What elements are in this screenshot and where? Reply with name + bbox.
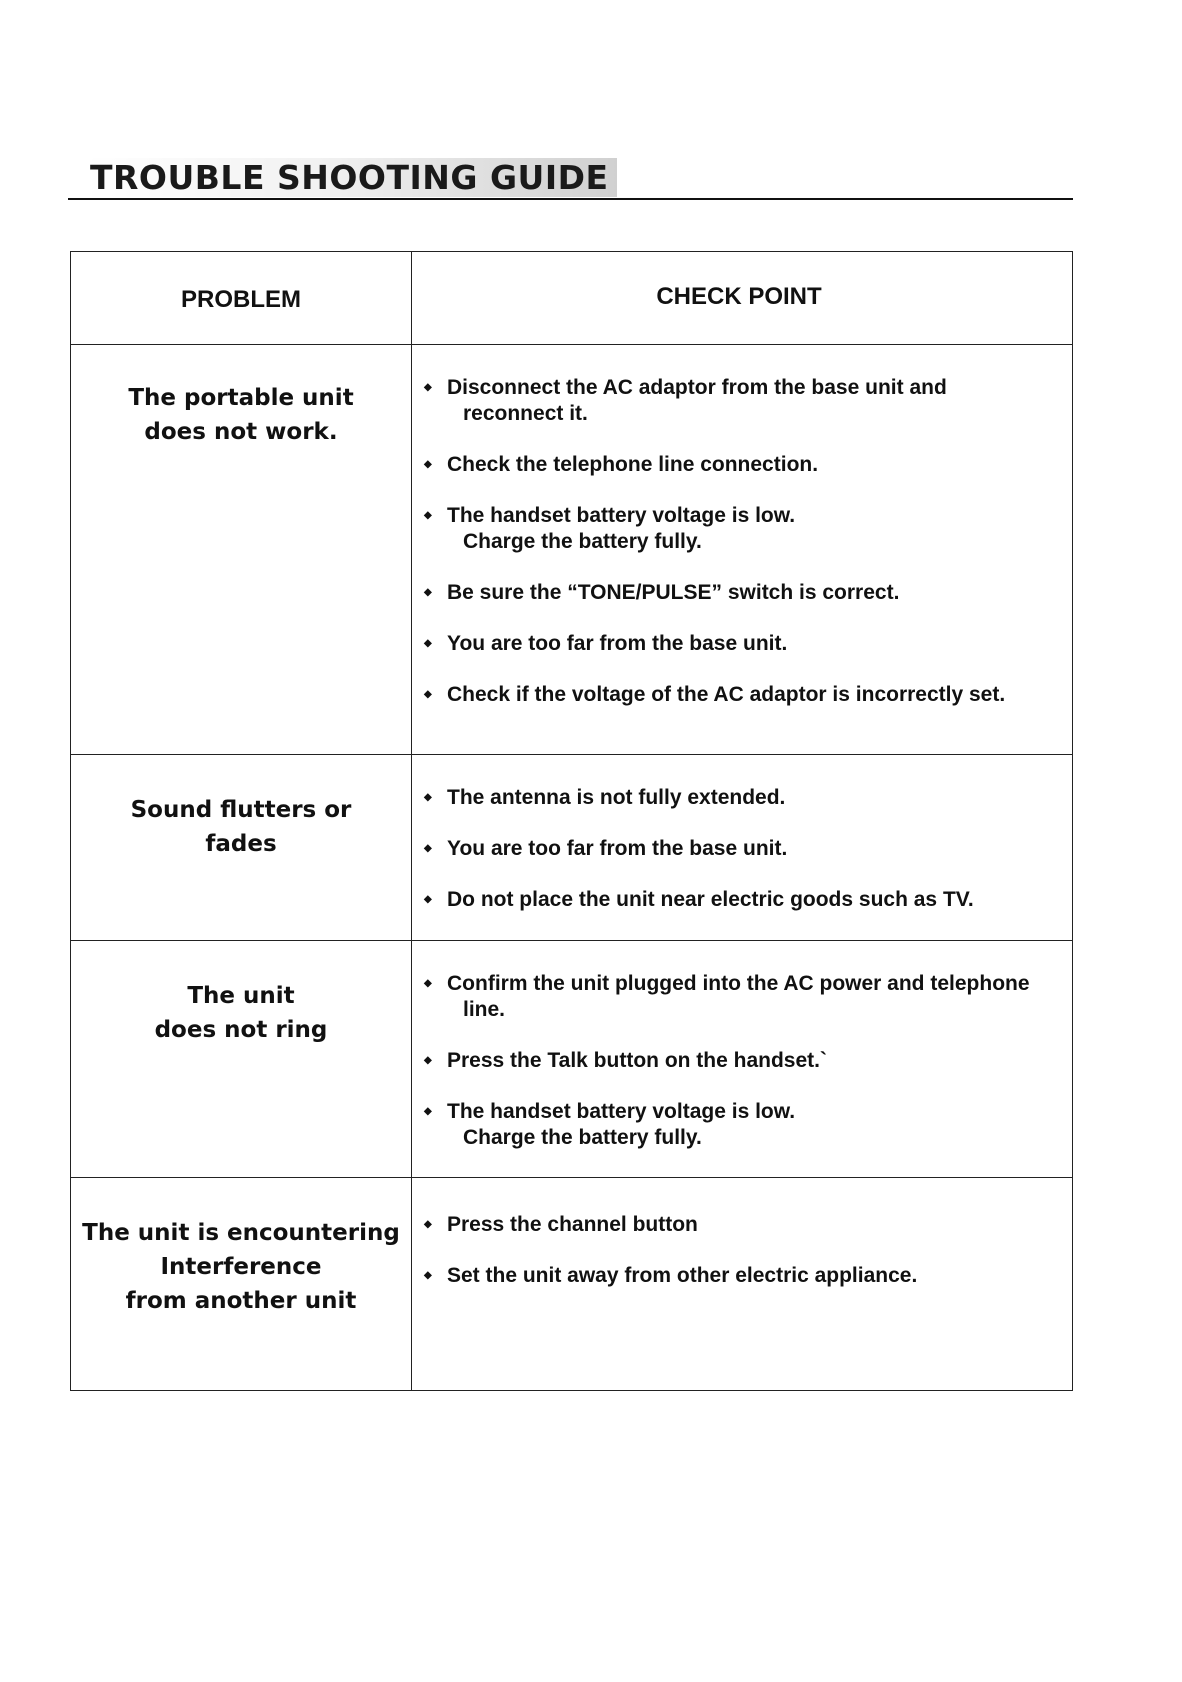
check-point-line: You are too far from the base unit. — [447, 632, 788, 655]
table-row — [71, 940, 1072, 1177]
check-point-line: Press the channel button — [447, 1213, 698, 1236]
table-row — [71, 344, 1072, 754]
check-point-list — [423, 345, 1066, 708]
check-point-list — [423, 755, 1066, 913]
check-point-item — [423, 971, 1066, 1023]
check-point-line: Press the Talk button on the handset.` — [447, 1049, 827, 1072]
check-point-item — [423, 580, 1066, 606]
page-title: TROUBLE SHOOTING GUIDE — [86, 158, 617, 197]
check-point-cell — [412, 941, 1072, 1177]
title-underline — [68, 198, 1073, 200]
check-point-item — [423, 1263, 1066, 1289]
check-point-line: Do not place the unit near electric goods such as TV. — [447, 888, 974, 911]
check-point-item — [423, 1212, 1066, 1238]
check-point-header-cell — [412, 252, 1072, 344]
check-point-line: You are too far from the base unit. — [447, 837, 788, 860]
check-point-line: Check the telephone line connection. — [447, 453, 819, 476]
problem-cell — [71, 1178, 412, 1390]
problem-text: Sound flutters or fades — [130, 797, 352, 857]
check-point-item — [423, 785, 1066, 811]
problem-cell — [71, 345, 412, 754]
problem-cell — [71, 755, 412, 940]
check-point-cell — [412, 1178, 1072, 1390]
check-point-list — [423, 941, 1066, 1151]
check-point-item — [423, 682, 1066, 708]
check-point-item — [423, 836, 1066, 862]
problem-cell — [71, 941, 412, 1177]
check-point-line: Be sure the “TONE/PULSE” switch is correct. — [447, 581, 900, 604]
check-point-line: The handset battery voltage is low. — [447, 1100, 796, 1123]
check-point-list — [423, 1178, 1066, 1289]
troubleshooting-table — [70, 251, 1073, 1391]
check-point-continuation: Charge the battery fully. — [463, 1126, 702, 1149]
check-point-cell — [412, 345, 1072, 754]
check-point-line: Disconnect the AC adaptor from the base unit and — [447, 376, 947, 399]
check-point-line: The handset battery voltage is low. — [447, 504, 796, 527]
check-point-item — [423, 375, 1066, 427]
check-point-line: Check if the voltage of the AC adaptor is incorrectly set. — [447, 683, 1006, 706]
table-row — [71, 754, 1072, 940]
title-area — [68, 152, 1073, 202]
check-point-item — [423, 631, 1066, 657]
problem-header-cell — [71, 252, 412, 344]
problem-text: The unit is encountering Interference from another unit — [82, 1220, 400, 1314]
check-point-header: CHECK POINT — [656, 283, 822, 310]
table-header-row — [71, 252, 1072, 344]
check-point-cell — [412, 755, 1072, 940]
check-point-item — [423, 503, 1066, 555]
check-point-item — [423, 1048, 1066, 1074]
check-point-continuation: Charge the battery fully. — [463, 530, 702, 553]
check-point-item — [423, 1099, 1066, 1151]
problem-header: PROBLEM — [181, 286, 301, 313]
check-point-item — [423, 887, 1066, 913]
table-row — [71, 1177, 1072, 1390]
check-point-continuation: reconnect it. — [463, 402, 588, 425]
problem-text: The portable unit does not work. — [128, 385, 354, 445]
check-point-line: The antenna is not fully extended. — [447, 786, 786, 809]
problem-text: The unit does not ring — [154, 983, 328, 1043]
check-point-line: Confirm the unit plugged into the AC power and telephone — [447, 972, 1030, 995]
check-point-line: Set the unit away from other electric appliance. — [447, 1264, 918, 1287]
check-point-item — [423, 452, 1066, 478]
check-point-continuation: line. — [463, 998, 506, 1021]
